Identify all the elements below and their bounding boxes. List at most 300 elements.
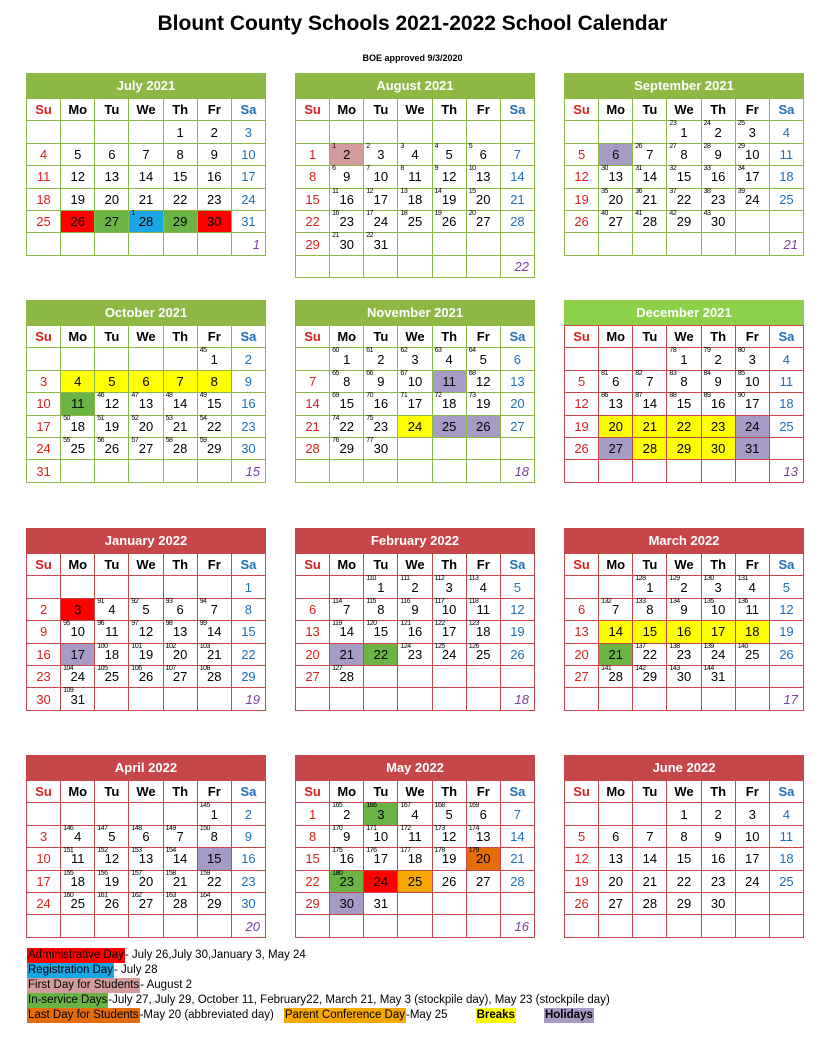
month-table [295,98,535,278]
school-day-number: 68 [468,369,476,377]
day-cell [466,688,500,710]
day-number: 22 [339,418,354,434]
day-cell [231,643,265,665]
day-number: 31 [710,669,726,685]
day-header: Sa [231,326,265,348]
school-day-number: 124 [400,642,411,650]
day-cell [667,143,701,165]
day-cell [163,892,197,914]
week-row [27,143,266,165]
school-day-number: 73 [468,392,476,400]
day-cell [701,210,735,232]
day-header: Tu [633,554,667,576]
day-cell [701,848,735,870]
day-number: 17 [36,418,51,434]
school-day-number: 90 [737,392,745,400]
school-day-number: 22 [366,232,374,240]
day-number: 18 [36,191,51,207]
school-day-number: 65 [332,369,339,377]
day-cell [27,665,61,687]
day-cell [95,166,129,188]
day-cell [61,370,95,392]
month-day-total [231,233,265,255]
day-cell [769,143,803,165]
school-day-number: 147 [97,824,108,832]
day-number: 26 [574,896,589,912]
day-number: 18 [407,191,423,207]
day-header: Th [432,781,466,803]
day-cell [231,665,265,687]
day-cell [701,188,735,210]
day-number: 11 [70,851,85,867]
day-cell [296,643,330,665]
day-number: 14 [207,624,222,640]
day-cell [565,825,599,847]
day-number: 20 [608,873,623,889]
day-number: 9 [714,373,722,389]
day-cell [364,121,398,143]
school-day-number: 82 [635,369,643,377]
day-number: 27 [608,214,623,230]
day-cell [129,643,163,665]
day-number: 11 [105,624,119,640]
day-cell [61,460,95,482]
day-cell [432,892,466,914]
day-cell [599,188,633,210]
day-cell [432,665,466,687]
school-day-number: 6 [332,165,336,173]
day-number: 4 [782,806,791,822]
day-number: 24 [70,669,85,685]
day-number: 27 [172,669,188,685]
day-number: 13 [172,624,188,640]
day-number: 27 [138,896,154,912]
month-day-total [769,233,803,255]
day-cell [296,121,330,143]
day-cell [432,437,466,459]
day-cell [633,393,667,415]
day-cell [364,166,398,188]
day-cell [398,210,432,232]
day-cell [466,437,500,459]
day-cell [27,848,61,870]
day-cell [701,643,735,665]
week-row [296,348,535,370]
day-number: 4 [782,351,791,367]
day-cell [633,121,667,143]
day-number: 29 [305,896,320,912]
month-september-2021 [564,73,804,256]
month-day-total [500,460,534,482]
day-cell [667,643,701,665]
day-cell [364,255,398,277]
day-number: 31 [373,236,389,252]
day-cell [432,643,466,665]
school-day-number: 170 [332,824,343,832]
day-number: 15 [676,851,692,867]
day-cell [163,210,197,232]
school-day-number: 173 [434,824,445,832]
day-cell [27,210,61,232]
day-cell [500,803,534,825]
day-cell [364,621,398,643]
month-title: March 2022 [564,528,804,553]
day-number: 1 [377,579,385,595]
day-cell [701,233,735,255]
school-day-number: 164 [199,891,210,899]
day-number: 23 [241,873,256,889]
day-number: 20 [476,851,491,867]
day-number: 29 [305,236,320,252]
school-day-number: 47 [131,392,139,400]
day-cell [735,415,769,437]
day-cell [735,370,769,392]
week-row [27,621,266,643]
day-cell [296,370,330,392]
day-cell [633,370,667,392]
school-day-number: 105 [97,664,108,672]
day-number: 26 [441,873,457,889]
day-cell [565,892,599,914]
day-number: 9 [680,601,688,617]
day-cell [500,393,534,415]
day-number: 19 [574,191,589,207]
day-number: 24 [710,646,726,662]
day-number: 22 [676,191,692,207]
school-day-number: 19 [434,209,442,217]
day-number: 20 [574,646,589,662]
day-number: 2 [411,579,419,595]
day-header: Mo [599,554,633,576]
day-cell [701,437,735,459]
day-cell [599,143,633,165]
school-day-number: 171 [366,824,377,832]
day-number: 21 [510,851,525,867]
day-number: 24 [241,191,256,207]
day-cell [197,233,231,255]
day-cell [231,848,265,870]
day-number: 15 [245,463,260,479]
day-cell [432,915,466,937]
school-day-number: 57 [131,436,139,444]
week-row [296,576,535,598]
day-header: Tu [95,554,129,576]
day-cell [599,870,633,892]
day-cell [163,825,197,847]
school-day-number: 16 [332,209,339,217]
school-day-number: 178 [434,847,445,855]
school-day-number: 109 [63,687,74,695]
day-cell [95,915,129,937]
day-cell [432,621,466,643]
day-number: 1 [680,124,688,140]
week-row [296,598,535,620]
day-cell [633,233,667,255]
school-day-number: 134 [669,597,680,605]
day-cell [129,393,163,415]
day-number: 26 [104,441,120,457]
day-cell [398,437,432,459]
day-cell [432,143,466,165]
month-table [564,325,804,483]
day-cell [129,915,163,937]
day-number: 2 [244,806,253,822]
day-cell [61,598,95,620]
day-cell [95,233,129,255]
day-number: 13 [305,624,320,640]
month-day-total [500,915,534,937]
month-title: September 2021 [564,73,804,98]
day-cell [296,166,330,188]
day-number: 19 [441,851,457,867]
school-day-number: 120 [366,620,377,628]
school-day-number: 151 [63,847,74,855]
school-day-number: 70 [366,392,374,400]
school-day-number: 166 [366,802,377,810]
day-cell [599,803,633,825]
day-cell [364,665,398,687]
school-day-number: 144 [703,664,714,672]
day-number: 14 [642,169,658,185]
day-number: 12 [574,396,589,412]
day-number: 18 [779,396,794,412]
day-header: We [129,554,163,576]
day-number: 24 [407,418,423,434]
day-number: 26 [574,441,589,457]
day-number: 7 [343,601,351,617]
day-cell [432,688,466,710]
day-cell [398,460,432,482]
day-cell [735,688,769,710]
day-number: 3 [445,579,453,595]
day-cell [769,576,803,598]
day-cell [398,166,432,188]
day-cell [599,598,633,620]
day-cell [197,393,231,415]
day-cell [769,892,803,914]
day-header: Th [701,326,735,348]
school-day-number: 104 [63,664,74,672]
legend-registration [27,963,817,978]
week-row [296,188,535,210]
day-number: 7 [210,601,218,617]
day-cell [364,143,398,165]
day-cell [735,143,769,165]
day-cell [197,848,231,870]
day-cell [95,210,129,232]
day-number: 20 [245,918,260,934]
day-cell [432,348,466,370]
month-title: November 2021 [295,300,535,325]
day-number: 21 [207,646,222,662]
day-header: Sa [231,554,265,576]
day-number: 3 [748,806,756,822]
day-cell [197,915,231,937]
day-number: 5 [577,146,586,162]
day-number: 5 [142,601,150,617]
legend-breaks-label: Breaks [476,1009,515,1021]
school-day-number: 112 [434,575,445,583]
day-cell [432,598,466,620]
day-number: 7 [612,601,620,617]
day-cell [129,370,163,392]
day-cell [432,370,466,392]
day-number: 2 [343,146,351,162]
day-header: Su [565,326,599,348]
day-number: 10 [373,169,389,185]
day-number: 5 [445,806,453,822]
month-day-total [769,460,803,482]
school-day-number: 66 [366,369,374,377]
day-number: 21 [608,646,623,662]
day-cell [701,143,735,165]
day-cell [398,825,432,847]
day-number: 6 [176,601,184,617]
day-cell [61,437,95,459]
day-number: 16 [710,169,726,185]
day-cell [633,915,667,937]
week-row [296,892,535,914]
day-cell [364,643,398,665]
day-header: Tu [364,554,398,576]
day-number: 22 [241,646,256,662]
day-cell [735,643,769,665]
day-cell [667,665,701,687]
day-cell [565,688,599,710]
day-cell [330,370,364,392]
day-cell [667,825,701,847]
day-cell [129,848,163,870]
day-cell [95,848,129,870]
school-day-number: 117 [434,597,445,605]
day-number: 15 [642,624,658,640]
day-cell [701,166,735,188]
day-number: 7 [646,146,654,162]
school-day-number: 53 [165,414,173,422]
school-day-number: 150 [199,824,210,832]
day-cell [27,803,61,825]
day-cell [599,460,633,482]
day-number: 1 [244,579,253,595]
day-header: Fr [466,326,500,348]
day-cell [61,688,95,710]
month-title: June 2022 [564,755,804,780]
day-cell [599,848,633,870]
day-cell [769,166,803,188]
day-cell [500,188,534,210]
school-day-number: 21 [332,232,339,240]
school-day-number: 145 [199,802,210,810]
school-day-number: 127 [332,664,343,672]
day-cell [95,643,129,665]
day-cell [296,460,330,482]
day-number: 25 [407,873,423,889]
day-cell [296,870,330,892]
day-number: 25 [407,214,423,230]
day-number: 27 [305,669,320,685]
day-header: Su [296,781,330,803]
day-header: Fr [197,326,231,348]
day-cell [701,915,735,937]
day-cell [667,621,701,643]
school-day-number: 49 [199,392,207,400]
day-header: We [398,326,432,348]
day-number: 3 [748,124,756,140]
day-cell [231,621,265,643]
day-number: 22 [207,418,222,434]
week-row [565,460,804,482]
month-title: April 2022 [26,755,266,780]
month-february-2022 [295,528,535,711]
day-cell [701,870,735,892]
school-day-number: 111 [400,575,410,583]
school-day-number: 158 [165,869,176,877]
day-cell [667,415,701,437]
day-cell [599,121,633,143]
school-day-number: 28 [703,142,711,150]
day-number: 13 [608,169,623,185]
day-number: 18 [407,851,423,867]
day-number: 8 [308,169,317,185]
day-number: 11 [779,373,794,389]
school-day-number: 101 [131,642,142,650]
week-row [296,688,535,710]
school-day-number: 31 [635,165,643,173]
week-row [565,576,804,598]
day-cell [330,210,364,232]
day-cell [95,803,129,825]
day-number: 4 [39,146,48,162]
day-cell [61,870,95,892]
day-header: Sa [500,99,534,121]
day-cell [701,576,735,598]
day-header: Fr [197,781,231,803]
day-cell [466,460,500,482]
school-day-number: 180 [332,869,343,877]
day-header: Mo [599,781,633,803]
day-number: 15 [207,851,222,867]
day-cell [500,233,534,255]
day-cell [466,370,500,392]
day-number: 20 [476,191,491,207]
day-cell [565,370,599,392]
day-cell [129,348,163,370]
day-cell [735,621,769,643]
day-number: 11 [779,146,794,162]
day-header: We [129,781,163,803]
week-row [565,166,804,188]
day-cell [667,892,701,914]
day-cell [500,210,534,232]
day-number: 12 [138,624,154,640]
school-day-number: 12 [366,187,374,195]
day-cell [769,188,803,210]
day-number: 20 [138,873,154,889]
day-number: 9 [411,601,419,617]
week-row [27,848,266,870]
day-number: 3 [39,828,48,844]
day-cell [667,848,701,870]
school-day-number: 56 [97,436,105,444]
day-cell [599,370,633,392]
day-header: Th [701,781,735,803]
day-number: 31 [373,896,389,912]
day-header: Tu [95,326,129,348]
day-cell [330,233,364,255]
day-cell [95,598,129,620]
day-cell [364,848,398,870]
day-number: 6 [479,146,487,162]
